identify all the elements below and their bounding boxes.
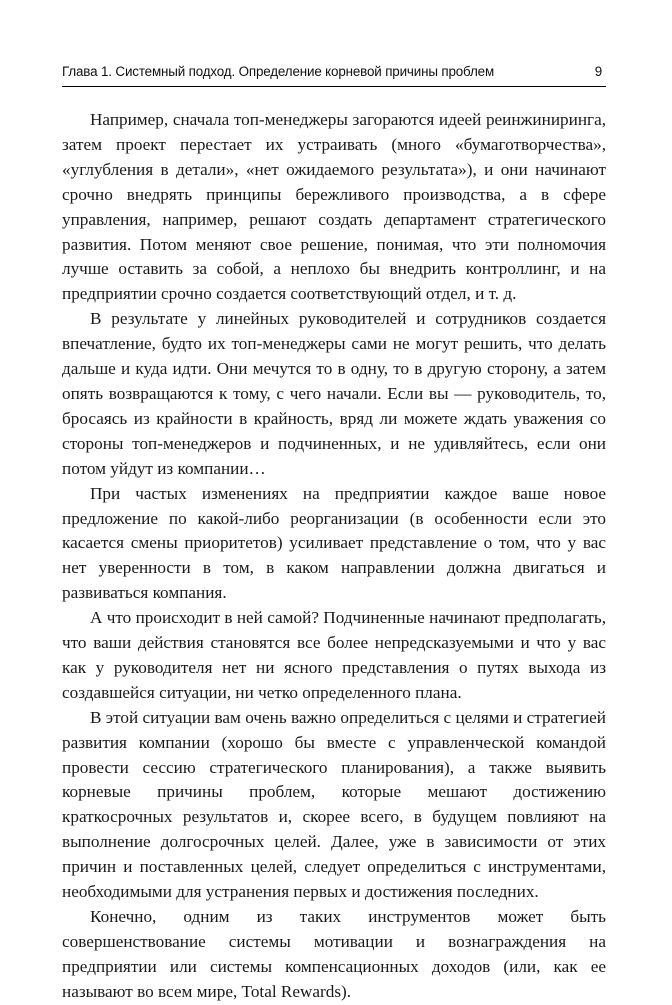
paragraph-2: В результате у линейных руководителей и сотрудников создается впечатление, будто их топ-менеджеры сами не могут решить, что делать дальше и куда идти. Они мечутся то в одну, то в другую сторону, а затем опять возвращаются к тому, с чего начали. Если вы — руководитель, то, бросаясь из крайности в крайность, вряд ли можете ждать уважения со стороны топ-менеджеров и подчиненных, и не удивляйтесь, если они потом уйдут из компании…	[62, 309, 606, 478]
paragraph-1: Например, сначала топ-менеджеры загораются идеей реинжиниринга, затем проект перестает их устраивать (много «бумаготворчества», «углубления в детали», «нет ожидаемого результата»), и они начинают срочно внедрять принципы бережливого производства, а в сфере управления, например, решают создать департамент стратегического развития. Потом меняют свое решение, понимая, что эти полномочия лучше оставить за собой, а неплохо бы внедрить контроллинг, и на предприятии срочно создается соответствующий отдел, и т. д.	[62, 110, 606, 304]
paragraph-4: А что происходит в ней самой? Подчиненные начинают предполагать, что ваши действия становятся все более непредсказуемыми и что у вас как у руководителя нет ни ясного представления о путях выхода из создавшейся ситуации, ни четко определенного плана.	[62, 608, 606, 702]
body-text	[62, 108, 606, 1005]
running-header	[62, 62, 606, 87]
chapter-title: Глава 1. Системный подход. Определение корневой причины проблем	[62, 64, 494, 79]
paragraph-6: Конечно, одним из таких инструментов может быть совершенствование системы мотивации и вознаграждения на предприятии или системы компенсационных доходов (или, как ее называют во всем мире, Total Rewards).	[62, 907, 606, 1001]
paragraph-5: В этой ситуации вам очень важно определиться с целями и стратегией развития компании (хорошо бы вместе с управленческой командой провести сессию стратегического планирования), а также выявить корневые причины проблем, которые мешают достижению краткосрочных результатов и, скорее всего, в будущем повлияют на выполнение долгосрочных целей. Далее, уже в зависимости от этих причин и поставленных целей, следует определиться с инструментами, необходимыми для устранения первых и достижения последних.	[62, 707, 606, 902]
paragraph-3: При частых изменениях на предприятии каждое ваше новое предложение по какой-либо реорганизации (в особенности если это касается смены приоритетов) усиливает представление о том, что у вас нет уверенности в том, в каком направлении должна двигаться и развиваться компания.	[62, 483, 606, 603]
page-number: 9	[594, 64, 602, 79]
